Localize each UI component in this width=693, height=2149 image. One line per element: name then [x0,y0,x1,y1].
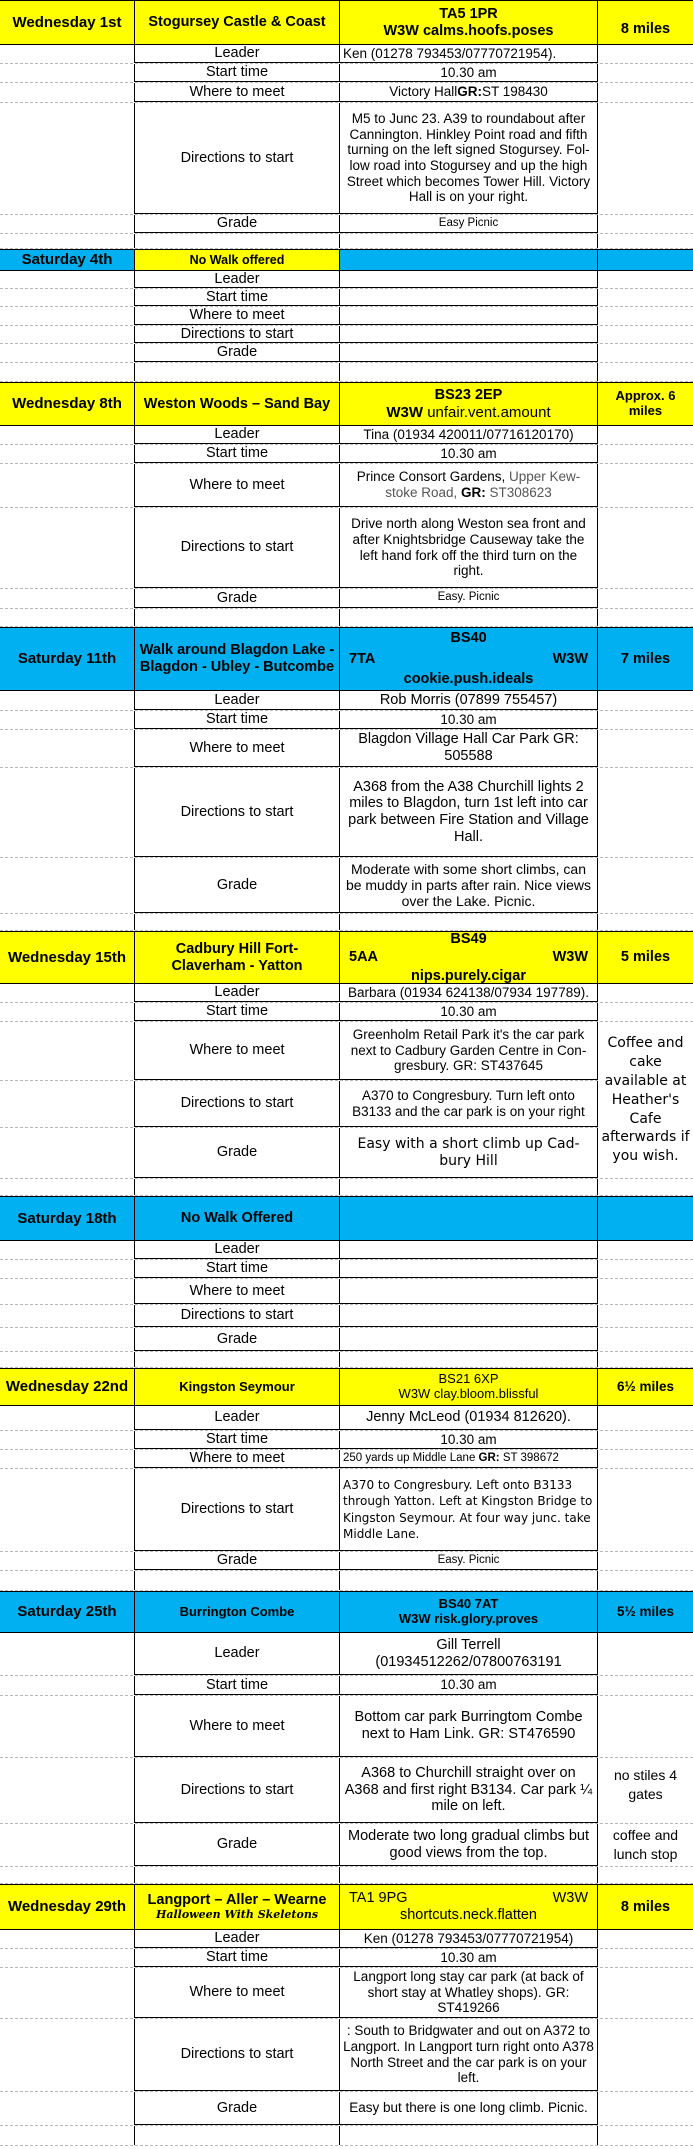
leader-label: Leader [135,691,340,710]
start-time-row [0,64,693,83]
directions-row [0,768,693,858]
directions-label: Directions to start [135,103,340,214]
leader-value: Barbara (01934 624138/07934 197789). [340,984,598,1002]
start-time-label: Start time [135,445,340,463]
walk-header-row [0,627,693,691]
walk-day: Wednesday 8th [0,383,135,425]
walk-location-cell [340,1592,598,1632]
grade-row [0,344,693,363]
leader-value: Ken (01278 793453/07770721954). [340,45,598,63]
start-time-label: Start time [135,711,340,729]
leader-label: Leader [135,1930,340,1948]
leader-row [0,1930,693,1949]
meet-value: Greenholm Retail Park it's the car park next to Cadbury Garden Centre in Con- gresbury. GR: ST437645 [340,1022,598,1080]
meet-label: Where to meet [135,730,340,767]
walk-postcode: BS21 6XP [438,1371,499,1387]
start-time-label: Start time [135,1949,340,1967]
meet-label: Where to meet [135,1450,340,1468]
stiles-note: no stiles 4 gates [613,1767,678,1802]
start-time-value: 10.30 am [340,64,598,82]
directions-value: Drive north along Weston sea front and after Knightsbridge Causeway take the left hand fork off the third turn on the right. [340,508,598,588]
spacer-row [0,1179,693,1196]
leader-row [0,45,693,64]
start-time-row [0,445,693,464]
walk-postcode: TA5 1PR [439,5,498,22]
walk-header-row [0,249,693,271]
directions-label: Directions to start [135,508,340,588]
walk-day: Wednesday 29th [0,1885,135,1929]
walk-title: Langport – Aller – Wearne [147,1892,327,1909]
grade-value: Easy but there is one long climb. Picnic. [340,2092,598,2125]
walk-title: Stogursey Castle & Coast [135,1,340,44]
start-time-value: 10.30 am [340,711,598,729]
walk-title: Cadbury Hill Fort- Claverham - Yatton [135,932,340,983]
walk-location-cell [340,1,598,44]
walk-w3w: nips.purely.cigar [411,967,526,983]
walk-location-cell [340,383,598,425]
start-time-value: 10.30 am [340,445,598,463]
walk-postcode: BS49 [450,932,487,947]
leader-row [0,691,693,711]
meet-row [0,1450,693,1469]
spacer-row [0,234,693,249]
meet-value: Blagdon Village Hall Car Park GR: 505588 [340,730,598,767]
directions-label: Directions to start [135,768,340,857]
directions-value: : South to Bridgwater and out on A372 to Langport. In Langport turn right onto A378 North Street and the car park is on your left. [340,2019,598,2091]
grade-value: Easy with a short climb up Cad- bury Hill [340,1128,598,1178]
spacer-row [0,609,693,627]
directions-value: A370 to Congresbury. Left onto B3133 through Yatton. Left at Kingston Bridge to Kingston Seymour. At four way junc. take Middle Lane. [340,1469,598,1551]
walk-day: Saturday 4th [0,250,135,270]
walk-location-cell [340,1369,598,1405]
meet-label: Where to meet [135,1022,340,1080]
start-time-label: Start time [135,1260,340,1278]
directions-value: A370 to Congresbury. Turn left onto B3133 and the car park is on your right [340,1081,598,1127]
walk-location-cell: BS40 7TA W3W cookie.push.ideals [340,628,598,690]
start-time-value: 10.30 am [340,1949,598,1967]
grade-label: Grade [135,215,340,233]
cafe-note: Coffee and cake available at Heather's Cafe afterwards if you wish. [598,1034,693,1166]
walk-title: No Walk Offered [135,1197,340,1240]
grade-label: Grade [135,589,340,608]
leader-row [0,1633,693,1676]
meet-value: Bottom car park Burringtom Combe next to Ham Link. GR: ST476590 [340,1696,598,1757]
start-time-row [0,1003,693,1022]
walk-day: Wednesday 1st [0,1,135,44]
start-time-label: Start time [135,64,340,82]
grade-row [0,1552,693,1571]
directions-row [0,1081,693,1128]
spacer-row [0,1867,693,1884]
walk-location-cell: BS49 5AA W3W nips.purely.cigar [340,932,598,983]
leader-value: Ken (01278 793453/07770721954) [340,1930,598,1948]
leader-row [0,1406,693,1431]
grade-value: Easy. Picnic [340,1552,598,1570]
directions-row [0,326,693,344]
grade-row [0,215,693,234]
walk-subtitle: Halloween With Skeletons [155,1908,319,1922]
leader-row [0,1241,693,1260]
walk-distance: 5½ miles [598,1592,693,1632]
walk-w3w: W3W risk.glory.proves [398,1611,539,1626]
directions-row [0,1469,693,1552]
meet-label: Where to meet [135,307,340,325]
directions-value: A368 from the A38 Churchill lights 2 miles to Blagdon, turn 1st left into car park between Fire Station and Village Hall. [340,768,598,857]
walk-w3w: cookie.push.ideals [403,671,534,688]
walk-day: Saturday 11th [0,628,135,690]
walk-header-row [0,1196,693,1241]
grade-row [0,589,693,609]
walk-title: No Walk offered [135,250,340,270]
grade-row [0,2092,693,2126]
leader-label: Leader [135,1241,340,1259]
grade-row [0,858,693,914]
meet-label: Where to meet [135,464,340,507]
directions-label: Directions to start [135,2019,340,2091]
walk-w3w: W3W calms.hoofs.poses [383,22,554,39]
walk-w3w: W3W clay.bloom.blissful [398,1386,539,1401]
meet-label: Where to meet [135,1696,340,1757]
walk-distance: Approx. 6 miles [598,383,693,425]
start-time-value: 10.30 am [340,1003,598,1021]
leader-row [0,426,693,445]
grade-label: Grade [135,858,340,913]
directions-row [0,103,693,215]
directions-label: Directions to start [135,1469,340,1551]
walk-day: Wednesday 22nd [0,1369,135,1405]
walk-header-row [0,1368,693,1406]
walk-title: Kingston Seymour [135,1369,340,1405]
leader-label: Leader [135,1633,340,1675]
walk-postcode: BS40 7AT [438,1596,499,1612]
start-time-row [0,1949,693,1968]
meet-row [0,1696,693,1758]
leader-row [0,984,693,1003]
meet-label: Where to meet [135,83,340,102]
grade-label: Grade [135,344,340,362]
meet-row [0,1022,693,1081]
coffee-note: coffee and lunch stop [612,1827,679,1862]
walk-distance: 6½ miles [598,1369,693,1405]
start-time-row [0,289,693,307]
grade-row [0,1128,693,1179]
walk-header-row [0,1884,693,1930]
start-time-value: 10.30 am [340,1676,598,1695]
start-time-row [0,1676,693,1696]
directions-value: A368 to Churchill straight over on A368 and first right B3134. Car park ¼ mile on left. [340,1758,598,1823]
start-time-label: Start time [135,1003,340,1021]
meet-value: Langport long stay car park (at back of short stay at Whatley shops). GR: ST419266 [340,1968,598,2018]
leader-label: Leader [135,45,340,63]
walk-day: Saturday 18th [0,1197,135,1240]
meet-value: 250 yards up Middle Lane GR: ST 398672 [340,1450,598,1468]
start-time-row [0,1260,693,1279]
grade-label: Grade [135,1128,340,1178]
walk-w3w: W3W unfair.vent.amount [386,403,551,421]
directions-label: Directions to start [135,326,340,343]
meet-label: Where to meet [135,1279,340,1304]
leader-label: Leader [135,984,340,1002]
directions-row [0,2019,693,2092]
walk-title: Weston Woods – Sand Bay [135,383,340,425]
directions-label: Directions to start [135,1758,340,1823]
spacer-row [0,363,693,382]
directions-row [0,1305,693,1328]
walk-title: Walk around Blagdon Lake - Blagdon - Ubley - Butcombe [135,628,340,690]
walk-title-cell [135,1885,340,1929]
spacer-row [0,1571,693,1591]
grade-label: Grade [135,1328,340,1351]
start-time-row [0,1431,693,1450]
leader-value: Rob Morris (07899 755457) [340,691,598,710]
walk-header-row [0,0,693,45]
grade-label: Grade [135,2092,340,2125]
meet-value: Victory Hall GR: ST 198430 [340,83,598,102]
grade-label: Grade [135,1552,340,1570]
spacer-row [0,2126,693,2146]
spacer-row [0,914,693,931]
directions-label: Directions to start [135,1305,340,1327]
grade-value: Moderate two long gradual climbs but good views from the top. [340,1824,598,1866]
meet-row [0,730,693,768]
walk-day: Saturday 25th [0,1592,135,1632]
leader-label: Leader [135,1406,340,1430]
leader-row [0,271,693,289]
grade-label: Grade [135,1824,340,1866]
walk-header-row [0,1591,693,1633]
walk-w3w: shortcuts.neck.flatten [399,1907,537,1923]
meet-row [0,307,693,326]
walk-header-row [0,382,693,426]
grade-row [0,1824,693,1867]
meet-row [0,464,693,508]
walk-distance: 8 miles [598,1885,693,1929]
grade-value: Moderate with some short climbs, can be muddy in parts after rain. Nice views over the Lake. Picnic. [340,858,598,913]
meet-label: Where to meet [135,1968,340,2018]
meet-row [0,83,693,103]
walk-distance: 5 miles [598,932,693,983]
directions-label: Directions to start [135,1081,340,1127]
leader-value: Jenny McLeod (01934 812620). [340,1406,598,1430]
walk-postcode: BS40 [450,629,487,646]
leader-value: Gill Terrell (01934512262/07800763191 [340,1633,598,1675]
directions-row [0,508,693,589]
grade-value: Easy Picnic [340,215,598,233]
directions-value: M5 to Junc 23. A39 to roundabout after Cannington. Hinkley Point road and fifth turning on the left signed Stogursey. Fol- low road into Stogursey and up the high Street which becomes Tower Hill. Victory Hall is on your right. [340,103,598,214]
spacer-row [0,1352,693,1368]
walk-distance: 8 miles [598,1,693,44]
walk-day: Wednesday 15th [0,932,135,983]
meet-row [0,1968,693,2019]
start-time-label: Start time [135,1676,340,1695]
walk-distance: 7 miles [598,628,693,690]
walk-title: Burrington Combe [135,1592,340,1632]
leader-label: Leader [135,426,340,444]
meet-row [0,1279,693,1305]
directions-row [0,1758,693,1824]
grade-value: Easy. Picnic [340,589,598,608]
start-time-label: Start time [135,289,340,306]
grade-row [0,1328,693,1352]
leader-value: Tina (01934 420011/07716120170) [340,426,598,444]
walk-postcode: TA1 9PG [349,1890,408,1907]
walk-location-cell: TA1 9PG W3W shortcuts.neck.flatten [340,1885,598,1929]
leader-label: Leader [135,271,340,288]
meet-value: Prince Consort Gardens, Upper Kew- stoke Road, GR: ST308623 [340,464,598,507]
walk-header-row [0,931,693,984]
walk-postcode: BS23 2EP [434,387,503,404]
start-time-row [0,711,693,730]
start-time-label: Start time [135,1431,340,1449]
start-time-value: 10.30 am [340,1431,598,1449]
